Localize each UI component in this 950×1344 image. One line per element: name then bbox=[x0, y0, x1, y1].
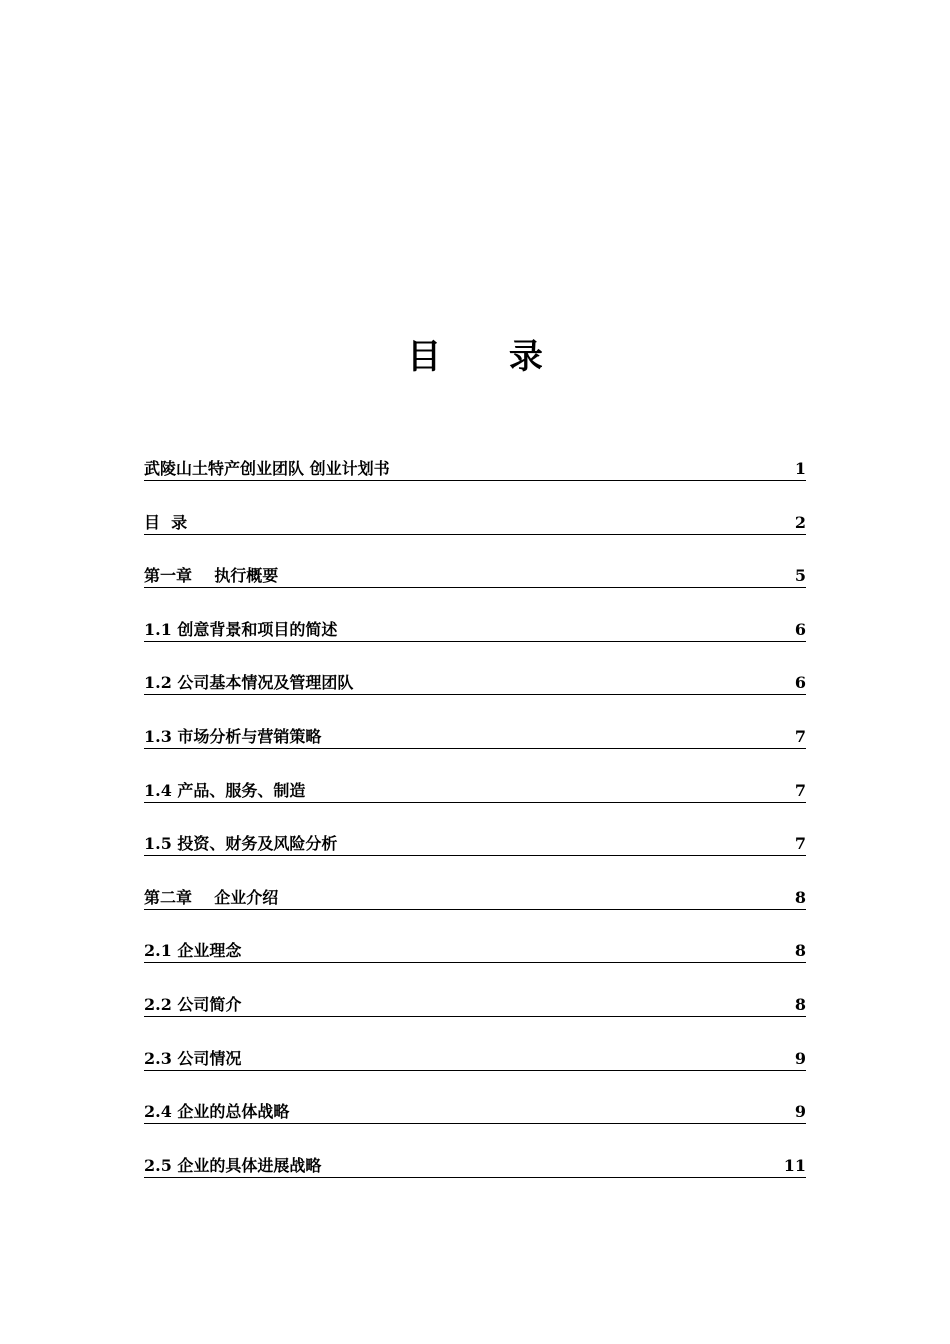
toc-entry-label: 武陵山土特产创业团队 创业计划书 bbox=[144, 459, 390, 478]
toc-entry[interactable] bbox=[144, 934, 806, 963]
toc-entry-page: 6 bbox=[794, 619, 806, 639]
toc-entry-label: 2.4 企业的总体战略 bbox=[144, 1102, 290, 1122]
toc-entry[interactable] bbox=[144, 666, 806, 695]
table-of-contents bbox=[144, 452, 806, 1202]
toc-entry[interactable] bbox=[144, 1042, 806, 1071]
toc-entry-label: 1.1 创意背景和项目的简述 bbox=[144, 619, 338, 639]
toc-entry-page: 7 bbox=[794, 834, 806, 854]
toc-entry-label: 1.2 公司基本情况及管理团队 bbox=[144, 673, 354, 693]
toc-entry-label: 目 录 bbox=[144, 512, 188, 532]
toc-entry[interactable] bbox=[144, 506, 806, 535]
toc-entry-page: 6 bbox=[794, 673, 806, 693]
toc-entry[interactable] bbox=[144, 1095, 806, 1124]
toc-entry[interactable] bbox=[144, 881, 806, 910]
toc-entry-label: 1.4 产品、服务、制造 bbox=[144, 780, 306, 800]
toc-entry[interactable] bbox=[144, 613, 806, 642]
toc-entry-page: 2 bbox=[794, 512, 806, 532]
toc-entry[interactable] bbox=[144, 1149, 806, 1178]
page-title: 目 录 bbox=[407, 337, 571, 377]
toc-entry-page: 7 bbox=[794, 780, 806, 800]
toc-entry-label: 2.2 公司简介 bbox=[144, 994, 242, 1014]
toc-entry-label: 1.3 市场分析与营销策略 bbox=[144, 726, 322, 746]
toc-entry-page: 1 bbox=[794, 459, 806, 478]
toc-entry-page: 8 bbox=[794, 887, 806, 907]
toc-entry-label: 2.3 公司情况 bbox=[144, 1048, 242, 1068]
toc-entry-page: 8 bbox=[794, 994, 806, 1014]
toc-entry-page: 5 bbox=[794, 566, 806, 586]
toc-entry-label: 1.5 投资、财务及风险分析 bbox=[144, 834, 338, 854]
toc-entry-label: 第二章 企业介绍 bbox=[144, 887, 279, 907]
toc-entry[interactable] bbox=[144, 720, 806, 749]
toc-entry-page: 7 bbox=[794, 726, 806, 746]
toc-entry-label: 第一章 执行概要 bbox=[144, 566, 279, 586]
toc-entry-page: 8 bbox=[794, 941, 806, 961]
toc-entry[interactable] bbox=[144, 452, 806, 481]
toc-entry[interactable] bbox=[144, 559, 806, 588]
toc-entry[interactable] bbox=[144, 774, 806, 803]
toc-entry-page: 9 bbox=[794, 1048, 806, 1068]
toc-entry[interactable] bbox=[144, 827, 806, 856]
toc-entry-label: 2.1 企业理念 bbox=[144, 941, 242, 961]
toc-entry-page: 11 bbox=[783, 1155, 806, 1175]
toc-entry-label: 2.5 企业的具体进展战略 bbox=[144, 1155, 322, 1175]
toc-entry[interactable] bbox=[144, 988, 806, 1017]
toc-entry-page: 9 bbox=[794, 1102, 806, 1122]
